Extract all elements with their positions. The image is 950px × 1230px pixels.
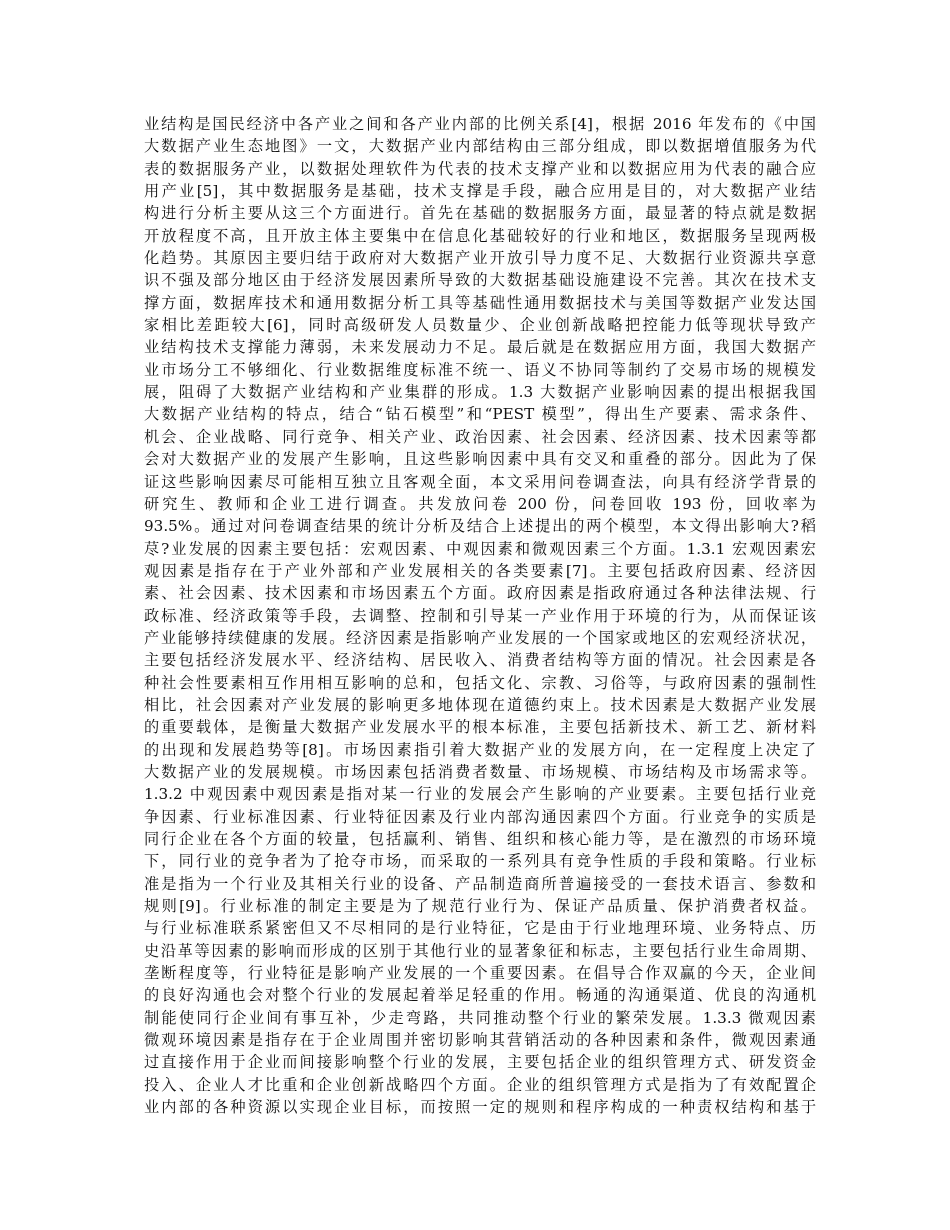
text-line: 的良好沟通也会对整个行业的发展起着举足轻重的作用。畅通的沟通渠道、优良的沟通机 — [144, 986, 816, 1005]
text-line: 化趋势。其原因主要归结于政府对大数据产业开放引导力度不足、大数据行业资源共享意 — [144, 249, 816, 268]
text-line: 投入、企业人才比重和企业创新战略四个方面。企业的组织管理方式是指为了有效配置企 — [144, 1075, 816, 1094]
text-line: 观因素是指存在于产业外部和产业发展相关的各类要素[7]。主要包括政府因素、经济因 — [144, 561, 816, 580]
text-line: 垄断程度等，行业特征是影响产业发展的一个重要因素。在倡导合作双赢的今天，企业间 — [144, 964, 816, 983]
text-line: 的重要载体，是衡量大数据产业发展水平的根本标准，主要包括新技术、新工艺、新材料 — [144, 718, 816, 737]
text-line: 相比，社会因素对产业发展的影响更多地体现在道德约束上。技术因素是大数据产业发展 — [144, 695, 816, 714]
text-line: 素、社会因素、技术因素和市场因素五个方面。政府因素是指政府通过各种法律法规、行 — [144, 584, 816, 603]
text-line: 同行企业在各个方面的较量，包括赢利、销售、组织和核心能力等，是在激烈的市场环境 — [144, 830, 816, 848]
text-line: 微观环境因素是指存在于企业周围并密切影响其营销活动的各种因素和条件，微观因素通 — [144, 1031, 816, 1050]
text-line: 争因素、行业标准因素、行业特征因素及行业内部沟通因素四个方面。行业竞争的实质是 — [144, 807, 816, 826]
text-line: 展，阻碍了大数据产业结构和产业集群的形成。1.3 大数据产业影响因素的提出根据我国 — [144, 383, 816, 402]
text-line: 规则[9]。行业标准的制定主要是为了规范行业行为、保证产品质量、保护消费者权益。 — [144, 897, 816, 916]
text-line: 证这些影响因素尽可能相互独立且客观全面，本文采用问卷调查法，向具有经济学背景的 — [144, 472, 816, 491]
body-text — [144, 113, 816, 1118]
text-line: 史沿革等因素的影响而形成的区别于其他行业的显著象征和标志，主要包括行业生命周期、 — [144, 941, 816, 960]
text-line: 政标准、经济政策等手段，去调整、控制和引导某一产业作用于环境的行为，从而保证该 — [144, 606, 816, 625]
text-line: 表的数据服务产业，以数据处理软件为代表的技术支撑产业和以数据应用为代表的融合应 — [144, 159, 816, 178]
text-line: 撑方面，数据库技术和通用数据分析工具等基础性通用数据技术与美国等数据产业发达国 — [144, 293, 816, 312]
text-line: 开放程度不高，且开放主体主要集中在信息化基础较好的行业和地区，数据服务呈现两极 — [144, 226, 816, 245]
text-line: 会对大数据产业的发展产生影响，且这些影响因素中具有交叉和重叠的部分。因此为了保 — [144, 450, 816, 469]
text-line: 用产业[5]，其中数据服务是基础，技术支撑是手段，融合应用是目的，对大数据产业结 — [144, 182, 816, 201]
text-line: 93.5%。通过对问卷调查结果的统计分析及结合上述提出的两个模型，本文得出影响大?稻 — [144, 517, 816, 536]
text-line: 业内部的各种资源以实现企业目标，而按照一定的规则和程序构成的一种责权结构和基于 — [144, 1098, 816, 1117]
text-line: 业结构技术支撑能力薄弱，未来发展动力不足。最后就是在数据应用方面，我国大数据产 — [144, 338, 816, 357]
text-line: 家相比差距较大[6]，同时高级研发人员数量少、企业创新战略把控能力低等现状导致产 — [144, 316, 816, 335]
text-line: 大数据产业结构的特点，结合“钻石模型”和“PEST 模型”，得出生产要素、需求条件、 — [144, 405, 816, 424]
text-line: 主要包括经济发展水平、经济结构、居民收入、消费者结构等方面的情况。社会因素是各 — [144, 651, 816, 670]
text-line: 下，同行业的竞争者为了抢夺市场，而采取的一系列具有竞争性质的手段和策略。行业标 — [144, 852, 816, 871]
text-line: 过直接作用于企业而间接影响整个行业的发展，主要包括企业的组织管理方式、研发资金 — [144, 1053, 816, 1072]
text-line: 业结构是国民经济中各产业之间和各产业内部的比例关系[4]，根据 2016 年发布的《中国 — [144, 115, 816, 133]
text-line: 与行业标准联系紧密但又不尽相同的是行业特征，它是由于行业地理环境、业务特点、历 — [144, 919, 816, 938]
text-line: 业市场分工不够细化、行业数据维度标准不统一、语义不协同等制约了交易市场的规模发 — [144, 360, 816, 379]
text-line: 1.3.2 中观因素中观因素是指对某一行业的发展会产生影响的产业要素。主要包括行业竞 — [144, 785, 816, 804]
text-line: 大数据产业生态地图》一文，大数据产业内部结构由三部分组成，即以数据增值服务为代 — [144, 137, 816, 156]
text-line: 研究生、教师和企业工进行调查。共发放问卷 200 份，问卷回收 193 份，回收率为 — [144, 494, 816, 513]
text-line: 构进行分析主要从这三个方面进行。首先在基础的数据服务方面，最显著的特点就是数据 — [144, 204, 816, 223]
text-line: 大数据产业的发展规模。市场因素包括消费者数量、市场规模、市场结构及市场需求等。 — [144, 762, 816, 781]
text-line: 的出现和发展趋势等[8]。市场因素指引着大数据产业的发展方向，在一定程度上决定了 — [144, 740, 816, 759]
text-line: 种社会性要素相互作用相互影响的总和，包括文化、宗教、习俗等，与政府因素的强制性 — [144, 673, 816, 692]
text-line: 识不强及部分地区由于经济发展因素所导致的大数据基础设施建设不完善。其次在技术支 — [144, 271, 816, 290]
text-line: 荩?业发展的因素主要包括：宏观因素、中观因素和微观因素三个方面。1.3.1 宏观因素宏 — [144, 539, 816, 558]
text-line: 机会、企业战略、同行竞争、相关产业、政治因素、社会因素、经济因素、技术因素等都 — [144, 427, 816, 446]
text-line: 准是指为一个行业及其相关行业的设备、产品制造商所普遍接受的一套技术语言、参数和 — [144, 874, 816, 893]
text-line: 产业能够持续健康的发展。经济因素是指影响产业发展的一个国家或地区的宏观经济状况， — [144, 628, 816, 647]
text-line: 制能使同行企业间有事互补，少走弯路，共同推动整个行业的繁荣发展。1.3.3 微观因素 — [144, 1008, 816, 1027]
